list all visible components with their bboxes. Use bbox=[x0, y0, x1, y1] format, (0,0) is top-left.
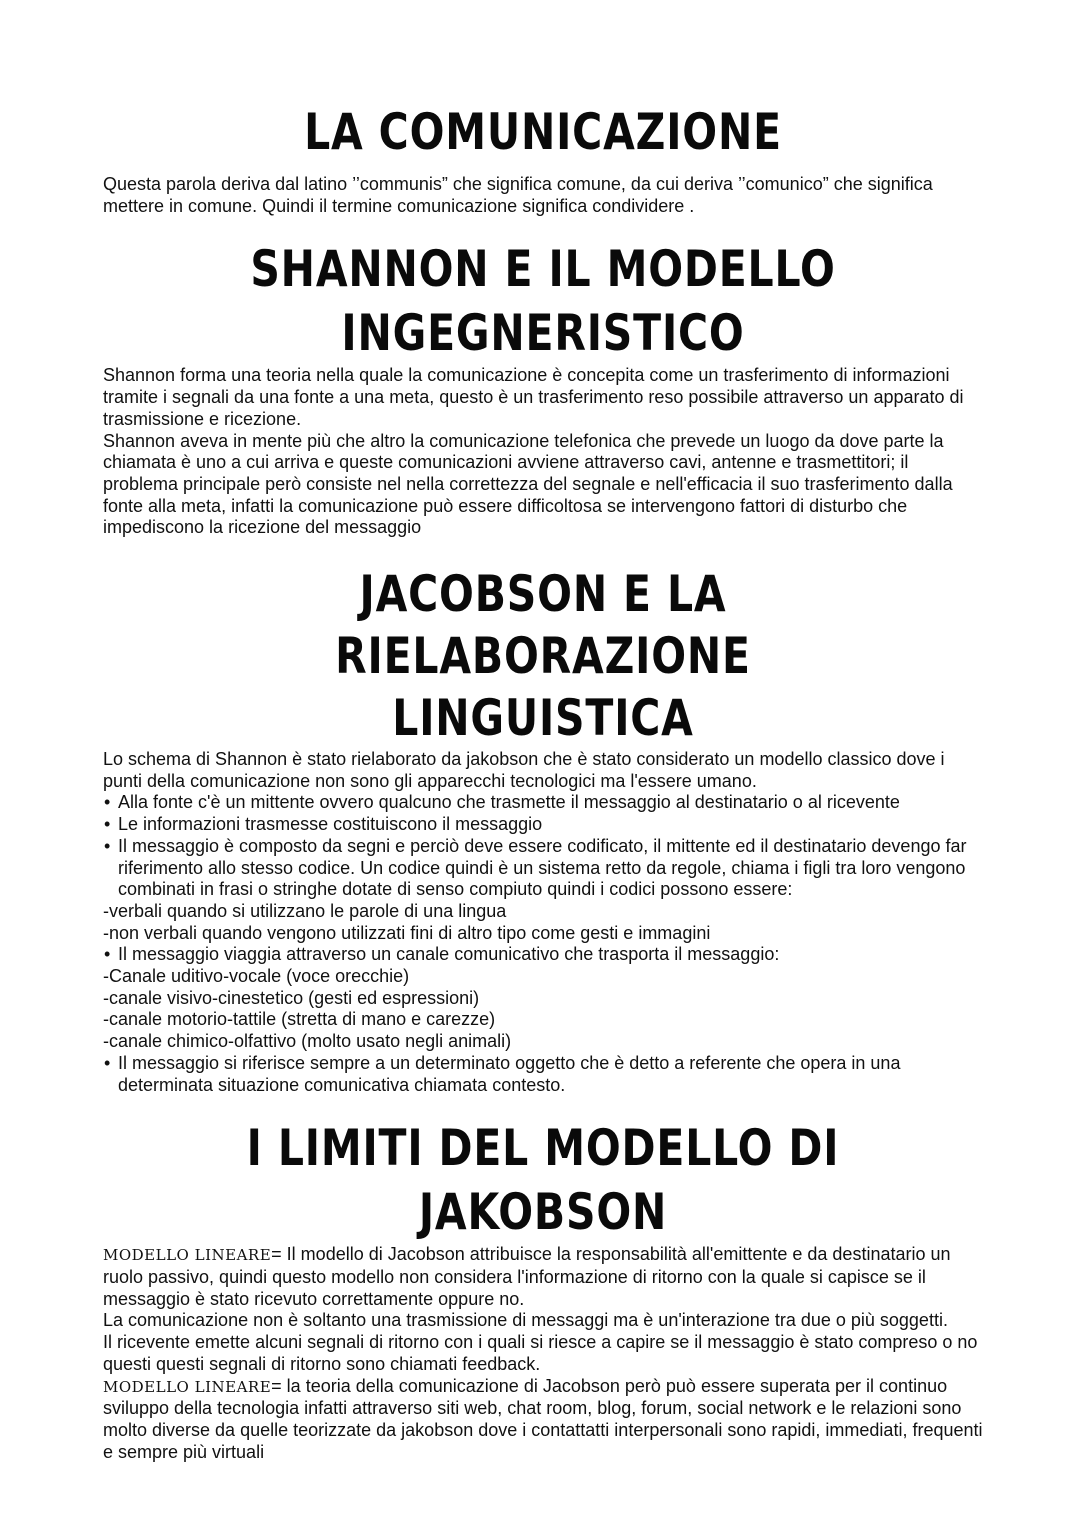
shannon-paragraph-1: Shannon forma una teoria nella quale la comunicazione è concepita come un trasferimento di informazioni tramite i segnali da una fonte a una meta, questo è un trasferimento reso possibile attraverso un apparato di trasmissione e ricezione. bbox=[103, 365, 964, 429]
limits-paragraph-1-text: = Il modello di Jacobson attribuisce la responsabilità all'emittente e da destinatario un ruolo passivo, quindi questo modello non considera l'informazione di ritorno con la quale si capisce se il messaggio è stato ricevuto correttamente oppure no. bbox=[103, 1244, 951, 1309]
term-linear-model: MODELLO LINEARE bbox=[103, 1377, 272, 1396]
limits-paragraph-3: Il ricevente emette alcuni segnali di ritorno con i quali si riesce a capire se il messaggio è stato compreso o no questi questi segnali di ritorno sono chiamati feedback. bbox=[103, 1332, 978, 1374]
code-type-verbal: -verbali quando si utilizzano le parole di una lingua bbox=[103, 900, 507, 921]
list-item: • Alla fonte c'è un mittente ovvero qualcuno che trasmette il messaggio al destinatario o al ricevente bbox=[118, 792, 983, 814]
section-title-jacobson bbox=[182, 563, 904, 749]
jacobson-list-b bbox=[103, 944, 983, 966]
list-item: • Le informazioni trasmesse costituiscono il messaggio bbox=[118, 814, 983, 836]
limits-paragraph-4 bbox=[103, 1376, 983, 1464]
jacobson-intro-paragraph: Lo schema di Shannon è stato rielaborato da jakobson che è stato considerato un modello classico dove i punti della comunicazione non sono gli apparecchi tecnologici ma l'essere umano. bbox=[103, 749, 945, 791]
limits-paragraph-2: La comunicazione non è soltanto una trasmissione di messaggi ma è un'interazione tra due o più soggetti. bbox=[103, 1310, 948, 1331]
term-linear-model: MODELLO LINEARE bbox=[103, 1246, 272, 1265]
list-item: • Il messaggio è composto da segni e perciò deve essere codificato, il mittente ed il destinatario devengo far riferimento allo stesso codice. Un codice quindi è un sistema retto da regole, chiama i figli tra loro vengono combinati in frasi o stringhe dotate di senso compiuto quindi i codici possono essere: bbox=[118, 836, 983, 901]
channel-item: -canale chimico-olfattivo (molto usato negli animali) bbox=[103, 1031, 512, 1052]
section-title-limits: I LIMITI DEL MODELLO DI JAKOBSON bbox=[246, 1119, 840, 1242]
section-title-jacobson-line1: JACOBSON E LA RIELABORAZIONE bbox=[335, 565, 751, 686]
limits-paragraph-4-text: = la teoria della comunicazione di Jacobson però può essere superata per il continuo sviluppo della tecnologia infatti attraverso siti web, chat room, blog, forum, social network e le relazioni sono molto diverse da quelle teorizzate da jakobson dove i contattatti interpersonali sono rapidi, immediati, frequenti e sempre più virtuali bbox=[103, 1375, 983, 1462]
intro-paragraph: Questa parola deriva dal latino ’’communis” che significa comune, da cui deriva ’’comunico” che significa mettere in comune. Quindi il termine comunicazione significa condividere . bbox=[103, 174, 933, 216]
list-item: • Il messaggio viaggia attraverso un canale comunicativo che trasporta il messaggio: bbox=[118, 944, 983, 966]
jacobson-list-c bbox=[103, 1053, 983, 1096]
section-title-jacobson-line2: LINGUISTICA bbox=[392, 689, 694, 748]
list-item: • Il messaggio si riferisce sempre a un determinato oggetto che è detto a referente che opera in una determinata situazione comunicativa chiamata contesto. bbox=[118, 1053, 983, 1096]
limits-paragraph-1 bbox=[103, 1244, 983, 1310]
code-type-nonverbal: -non verbali quando vengono utilizzati fini di altro tipo come gesti e immagini bbox=[103, 922, 711, 943]
shannon-paragraph-2: Shannon aveva in mente più che altro la comunicazione telefonica che prevede un luogo da dove parte la chiamata è uno a cui arriva e queste comunicazioni avviene attraverso cavi, antenne e trasmettitori; il problema principale però consiste nel nella correttezza del segnale e nell'efficacia il suo trasferimento dalla fonte alla meta, infatti la comunicazione può essere difficoltosa se intervengono fattori di disturbo che impediscono la ricezione del messaggio bbox=[103, 430, 953, 538]
channel-item: -Canale uditivo-vocale (voce orecchie) bbox=[103, 966, 410, 987]
channel-item: -canale motorio-tattile (stretta di mano e carezze) bbox=[103, 1009, 496, 1030]
jacobson-list-a bbox=[103, 792, 983, 901]
section-title-communication: LA COMUNICAZIONE bbox=[304, 103, 782, 161]
document-page bbox=[103, 100, 983, 1463]
section-title-shannon: SHANNON E IL MODELLO INGEGNERISTICO bbox=[250, 240, 836, 363]
channel-item: -canale visivo-cinestetico (gesti ed espressioni) bbox=[103, 987, 480, 1008]
